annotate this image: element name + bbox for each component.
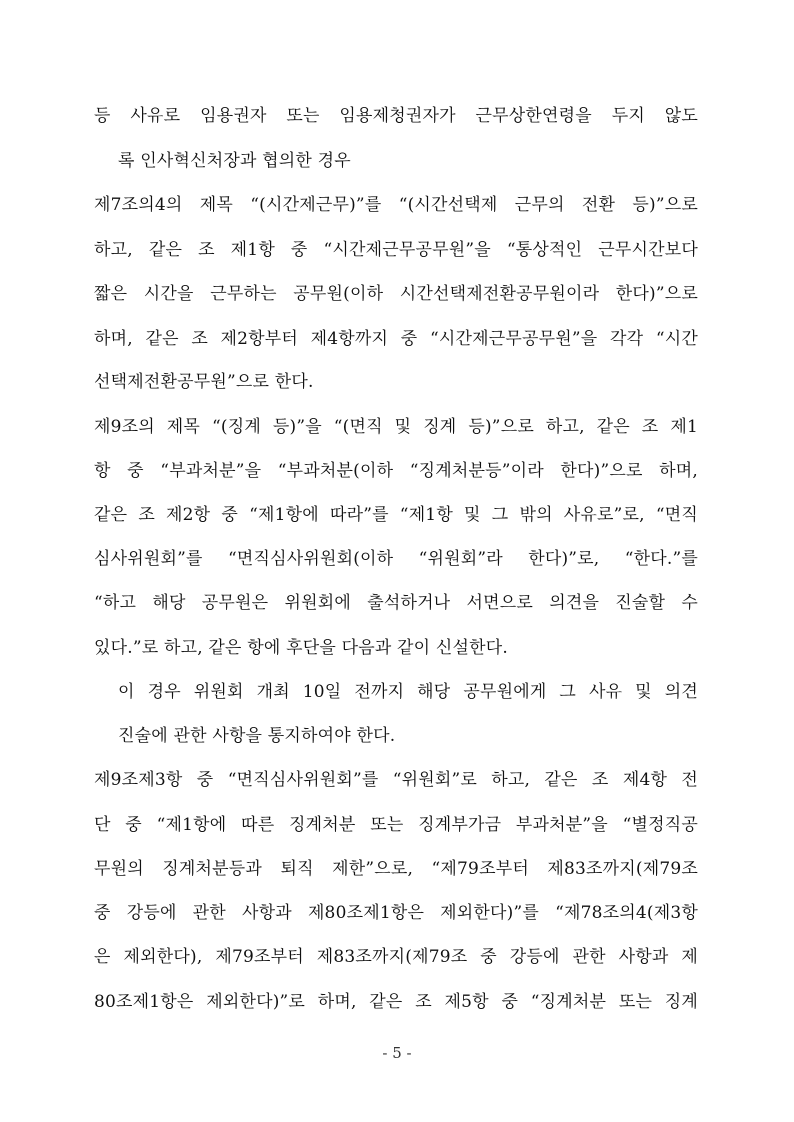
text-line: 선택제전환공무원”으로 한다. <box>94 372 314 392</box>
text-line: 80조제1항은 제외한다)”로 하며, 같은 조 제5항 중 “징계처분 또는 징계 <box>94 992 698 1012</box>
text-line: 단 중 “제1항에 따른 징계처분 또는 징계부가금 부과처분”을 “별정직공 <box>94 815 698 835</box>
text-line: 하며, 같은 조 제2항부터 제4항까지 중 “시간제근무공무원”을 각각 “시간 <box>94 329 698 349</box>
text-line: 심사위원회”를 “면직심사위원회(이하 “위원회”라 한다)”로, “한다.”를 <box>94 549 698 569</box>
text-line: 무원의 징계처분등과 퇴직 제한”으로, “제79조부터 제83조까지(제79조 <box>94 859 698 879</box>
text-line: 제9조제3항 중 “면직심사위원회”를 “위원회”로 하고, 같은 조 제4항 전 <box>94 770 698 790</box>
text-line: 진술에 관한 사항을 통지하여야 한다. <box>118 726 396 746</box>
text-line: 록 인사혁신처장과 협의한 경우 <box>118 151 351 171</box>
text-line: 은 제외한다), 제79조부터 제83조까지(제79조 중 강등에 관한 사항과 제 <box>94 947 698 967</box>
text-line: 항 중 “부과처분”을 “부과처분(이하 “징계처분등”이라 한다)”으로 하며, <box>94 461 698 481</box>
text-line: 제9조의 제목 “(징계 등)”을 “(면직 및 징계 등)”으로 하고, 같은 조 제1 <box>94 417 698 437</box>
text-line: “하고 해당 공무원은 위원회에 출석하거나 서면으로 의견을 진술할 수 <box>94 593 698 613</box>
text-line: 중 강등에 관한 사항과 제80조제1항은 제외한다)”를 “제78조의4(제3항 <box>94 903 698 923</box>
text-line: 있다.”로 하고, 같은 항에 후단을 다음과 같이 신설한다. <box>94 638 508 658</box>
text-line: 하고, 같은 조 제1항 중 “시간제근무공무원”을 “통상적인 근무시간보다 <box>94 240 698 260</box>
text-line: 이 경우 위원회 개최 10일 전까지 해당 공무원에게 그 사유 및 의견 <box>118 682 698 702</box>
text-line: 짧은 시간을 근무하는 공무원(이하 시간선택제전환공무원이라 한다)”으로 <box>94 284 698 304</box>
text-line: 등 사유로 임용권자 또는 임용제청권자가 근무상한연령을 두지 않도 <box>94 106 698 126</box>
text-line: 같은 조 제2항 중 “제1항에 따라”를 “제1항 및 그 밖의 사유로”로, “면직 <box>94 505 698 525</box>
page-number: - 5 - <box>382 1044 412 1062</box>
text-line: 제7조의4의 제목 “(시간제근무)”를 “(시간선택제 근무의 전환 등)”으로 <box>94 195 698 215</box>
